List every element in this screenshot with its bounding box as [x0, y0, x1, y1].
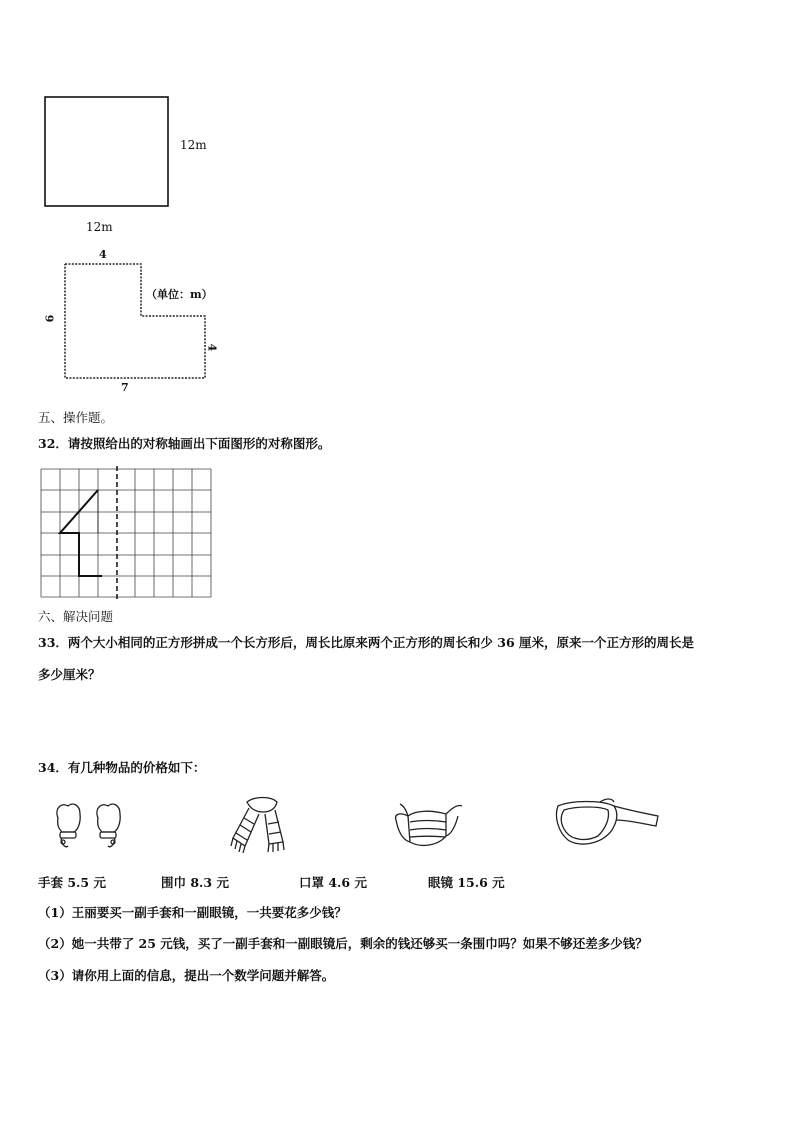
- section-6-heading: 六、解决问题: [38, 609, 114, 624]
- section-5-heading: 五、操作题。: [38, 410, 114, 425]
- question-34-sub-1: （1）王丽要买一副手套和一副眼镜，一共要花多少钱？: [38, 905, 347, 920]
- item-price-gloves: 手套 5.5 元: [38, 875, 106, 890]
- l-shape-unit-note: （单位：m）: [146, 288, 213, 301]
- l-shape-bottom-label: 7: [121, 381, 129, 394]
- question-32-text: 32．请按照给出的对称轴画出下面图形的对称图形。: [38, 436, 331, 451]
- question-34-intro: 34．有几种物品的价格如下：: [38, 760, 206, 775]
- mask-icon: [390, 796, 470, 860]
- square-side-label-right: 12m: [180, 138, 207, 152]
- l-shape-right-label: 4: [205, 343, 219, 352]
- scarf-icon: [225, 794, 295, 860]
- l-shape-top-label: 4: [99, 248, 107, 261]
- gloves-icon: [50, 800, 130, 860]
- question-33-line-1: 33．两个大小相同的正方形拼成一个长方形后，周长比原来两个正方形的周长和少 36 厘米，原来一个正方形的周长是: [38, 635, 694, 650]
- question-34-sub-3: （3）请你用上面的信息，提出一个数学问题并解答。: [38, 968, 335, 983]
- l-shape-left-label: 6: [43, 314, 57, 323]
- question-33-line-2: 多少厘米？: [38, 667, 101, 682]
- item-price-glasses: 眼镜 15.6 元: [428, 875, 505, 890]
- square-side-label-bottom: 12m: [86, 220, 113, 234]
- item-price-mask: 口罩 4.6 元: [299, 875, 367, 890]
- glasses-icon: [552, 796, 662, 856]
- item-price-scarf: 围巾 8.3 元: [161, 875, 229, 890]
- question-34-sub-2: （2）她一共带了 25 元钱，买了一副手套和一副眼镜后，剩余的钱还够买一条围巾吗？如果不够还差多少钱？: [38, 936, 648, 951]
